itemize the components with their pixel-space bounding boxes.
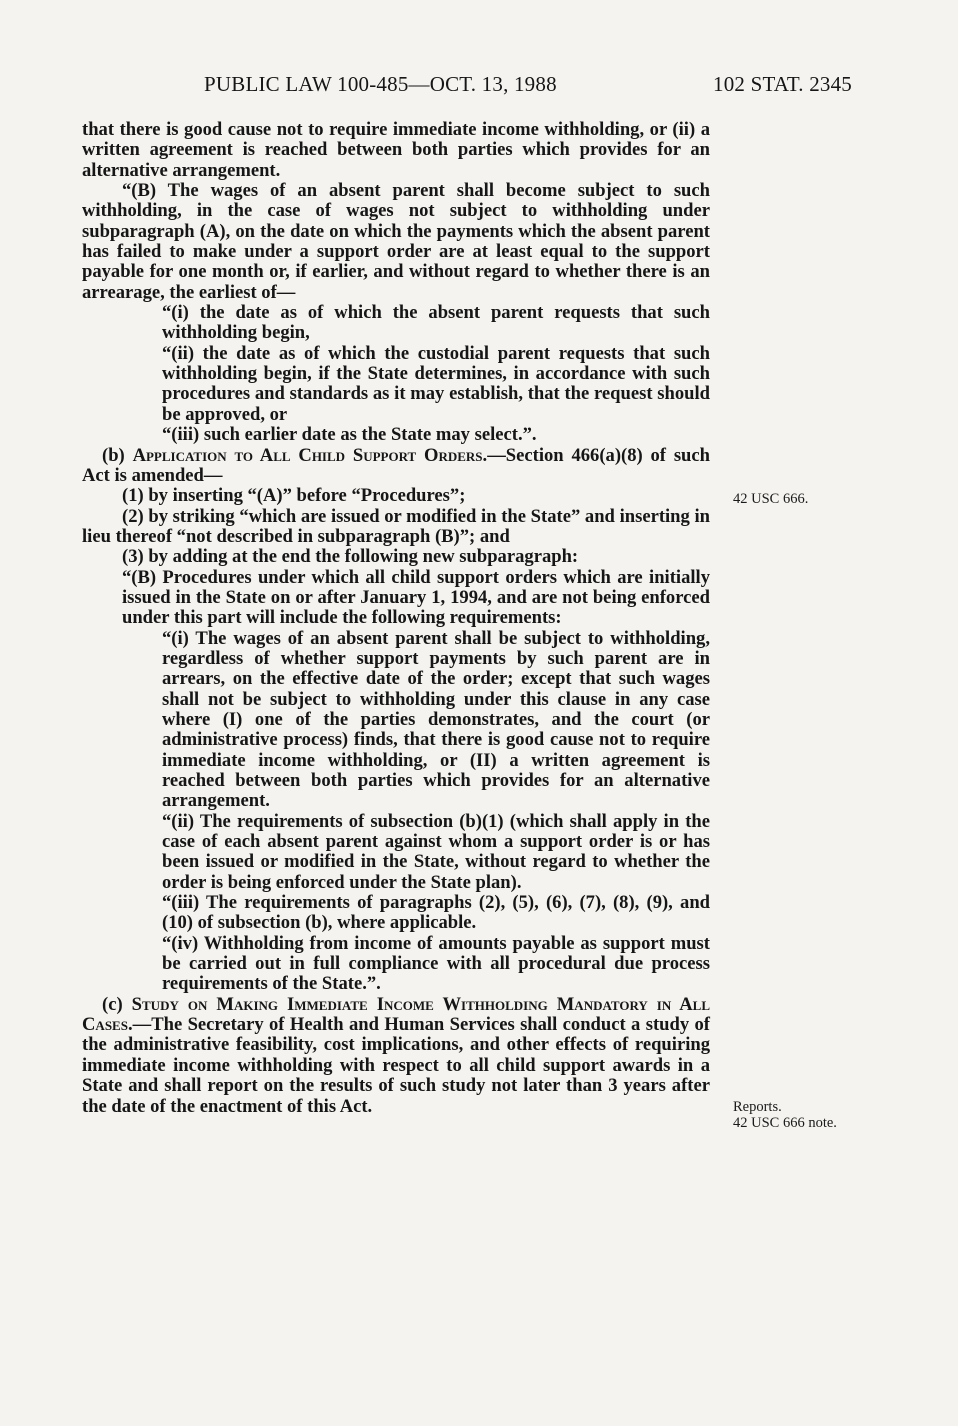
new-clause-ii: “(ii) The requirements of subsection (b)(1) (which shall apply in the case of each absent parent against whom a support order is or has been issued or modified in the State, without regard to whether the order is being enforced under the State plan). <box>162 810 710 893</box>
new-clause-iv: “(iv) Withholding from income of amounts payable as support must be carried out in full compliance with all procedural due process requirements of the State.”. <box>162 932 710 995</box>
section-b-heading: Application to All Child Support Orders. <box>132 444 488 466</box>
item-b1: (1) by inserting “(A)” before “Procedures”; <box>122 485 466 507</box>
section-c-text: —The Secretary of Health and Human Services shall conduct a study of the administrative feasibility, cost implications, and other effects of requiring immediate income withholding with respect to all child support awards in a State and shall report on the results of such study not later than 3 years after the date of the enactment of this Act. <box>82 1014 710 1117</box>
margin-note-usc: 42 USC 666. <box>733 491 809 507</box>
page-header <box>82 72 852 102</box>
margin-note-reports: Reports. <box>733 1099 782 1115</box>
section-c-label: (c) <box>102 993 123 1015</box>
section-b-label: (b) <box>102 444 125 466</box>
margin-note-usc-note: 42 USC 666 note. <box>733 1115 837 1131</box>
section-b-text: —Section 466(a)(8) of such Act is amended— <box>82 444 710 486</box>
header-stat: 102 STAT. 2345 <box>713 72 852 96</box>
clause-i: “(i) the date as of which the absent parent requests that such withholding begin, <box>162 302 710 344</box>
new-clause-i: “(i) The wages of an absent parent shall be subject to withholding, regardless of whether support payments by such parent are in arrears, on the effective date of the order; except that such wages shall not be subject to withholding under this clause in any case where (I) one of the parties demonstrates, and the court (or administrative process) finds, that there is good cause not to require immediate income withholding, or (II) a written agreement is reached between both parties which provides for an alternative arrangement. <box>162 627 710 812</box>
header-title: PUBLIC LAW 100-485—OCT. 13, 1988 <box>204 72 557 96</box>
clause-iii: “(iii) such earlier date as the State may select.”. <box>162 424 537 446</box>
section-c-heading: Study on Making Immediate Income Withholding Mandatory in All Cases. <box>82 993 710 1036</box>
body-text <box>82 120 710 1117</box>
paragraph-subparagraph-b: “(B) The wages of an absent parent shall become subject to such withholding, in the case of wages not subject to withholding under subparagraph (A), on the date on which the payments which the absent parent has failed to make under a support order are at least equal to the support payable for one month or, if earlier, and without regard to whether there is an arrearage, the earliest of— <box>82 180 710 303</box>
section-c <box>82 995 710 1117</box>
new-clause-iii: “(iii) The requirements of paragraphs (2), (5), (6), (7), (8), (9), and (10) of subsection (b), where applicable. <box>162 892 710 934</box>
paragraph-continuation: that there is good cause not to require immediate income withholding, or (ii) a written agreement is reached between both parties which provides for an alternative arrangement. <box>82 119 710 181</box>
item-b3: (3) by adding at the end the following new subparagraph: <box>122 546 579 568</box>
clause-ii: “(ii) the date as of which the custodial parent requests that such withholding begin, if the State determines, in accordance with such procedures and standards as it may establish, that the request should be approved, or <box>162 342 710 425</box>
item-b2: (2) by striking “which are issued or modified in the State” and inserting in lieu thereof “not described in subparagraph (B)”; and <box>82 505 710 547</box>
section-b <box>82 446 710 487</box>
new-subparagraph-b: “(B) Procedures under which all child support orders which are initially issued in the State on or after January 1, 1994, and are not being enforced under this part will include the following requirements: <box>122 566 710 629</box>
